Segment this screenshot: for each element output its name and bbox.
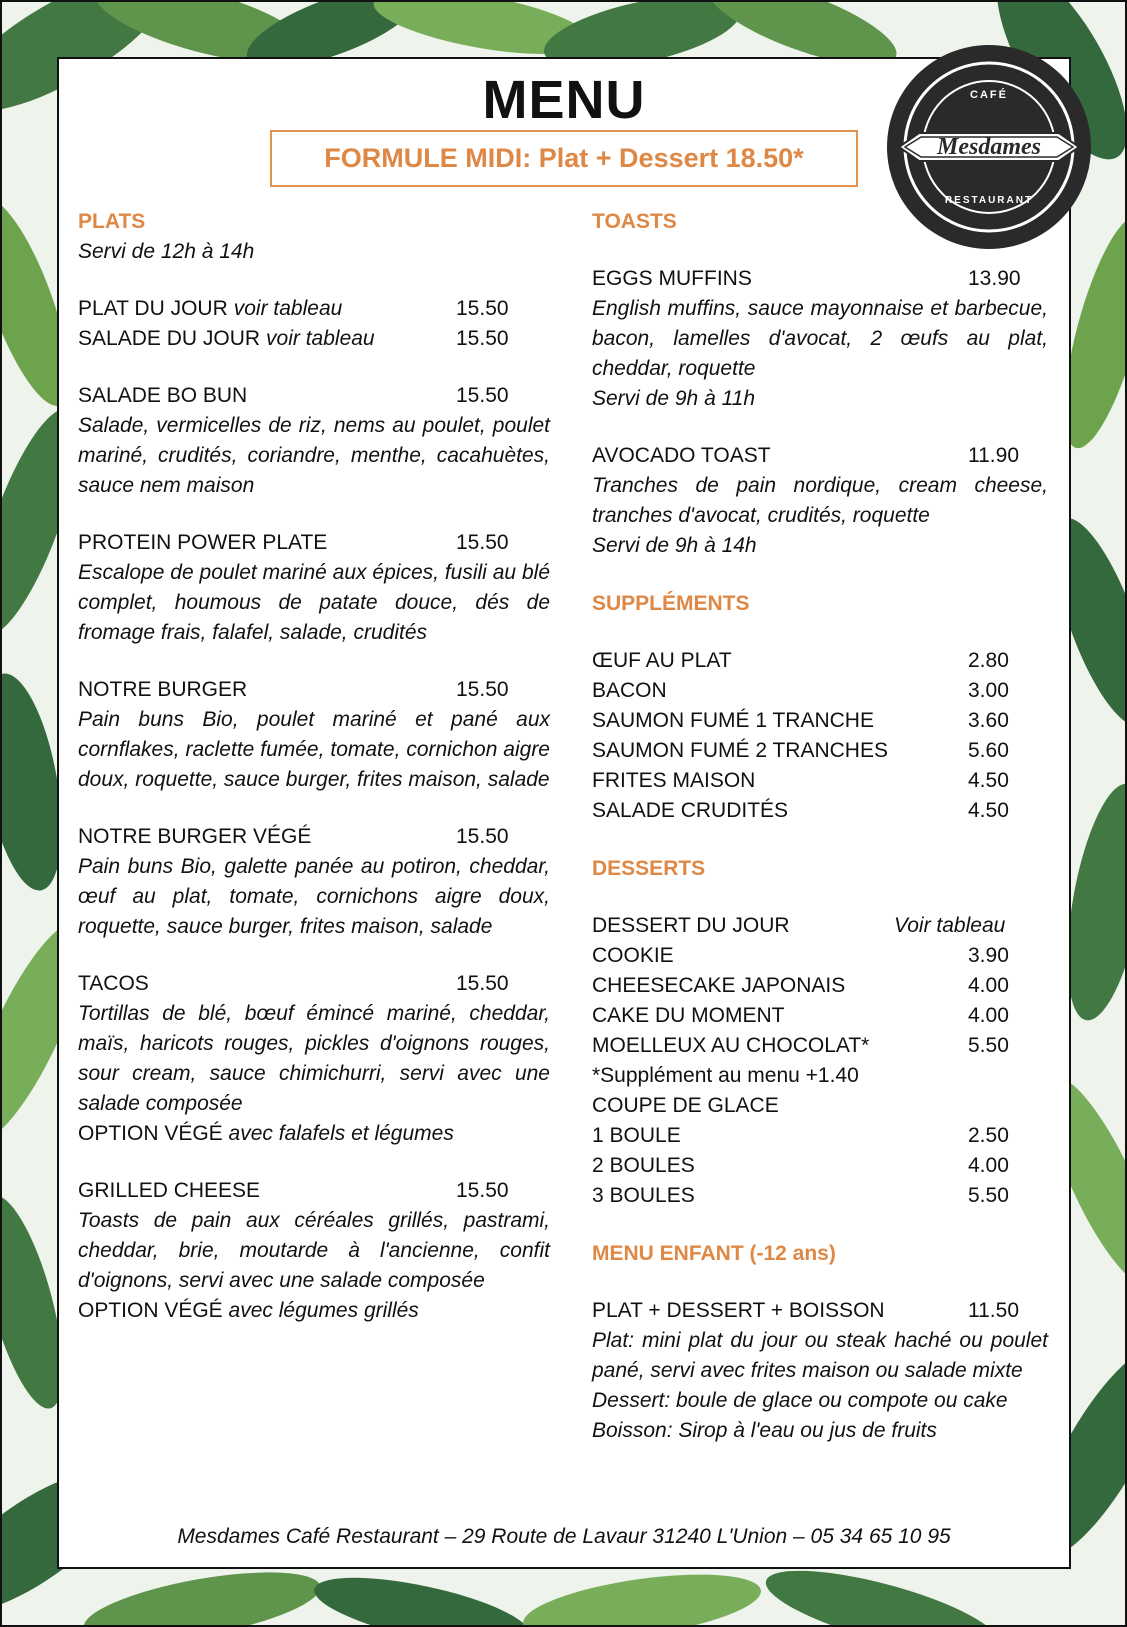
menu-item: PROTEIN POWER PLATE 15.50 [78,531,509,554]
dessert-item: CHEESECAKE JAPONAIS 4.00 [592,974,1009,997]
menu-item: SALADE DU JOUR voir tableau 15.50 [78,327,509,350]
logo-top-text: CAFÉ [970,89,1008,101]
item-description: Tortillas de blé, bœuf émincé mariné, cheddar, maïs, haricots rouges, pickles d'oignons rouges, sour cream, sauce chimichurri, servi avec une salade composée [78,1002,550,1115]
section-title-plats: PLATS [78,210,146,233]
section-title-enfant: MENU ENFANT (-12 ans) [592,1242,836,1265]
item-description: English muffins, sauce mayonnaise et barbecue, bacon, lamelles d'avocat, 2 œufs au plat, cheddar, roquette [592,297,1048,380]
item-description: Salade, vermicelles de riz, nems au poulet, poulet mariné, crudités, coriandre, menthe, cacahuètes, sauce nem maison [78,414,550,497]
dessert-item: DESSERT DU JOUR Voir tableau [592,914,1006,937]
menu-item: NOTRE BURGER 15.50 [78,678,509,701]
option-vege: OPTION VÉGÉ avec falafels et légumes [78,1122,454,1145]
menu-item: GRILLED CHEESE 15.50 [78,1179,509,1202]
item-description: Pain buns Bio, poulet mariné et pané aux cornflakes, raclette fumée, tomate, cornichon aigre doux, roquette, sauce burger, frites maison, salade [78,708,550,791]
item-description: Tranches de pain nordique, cream cheese, tranches d'avocat, crudités, roquette [592,474,1048,527]
section-title-desserts: DESSERTS [592,857,706,880]
enfant-plat: Plat: mini plat du jour ou steak haché ou poulet pané, servi avec frites maison ou salade mixte [592,1329,1048,1382]
menu-item: PLAT DU JOUR voir tableau 15.50 [78,297,509,320]
logo-bottom-text: RESTAURANT [944,195,1034,206]
dessert-item: CAKE DU MOMENT 4.00 [592,1004,1009,1027]
menu-title: MENU [482,70,646,130]
menu-item: SALADE BO BUN 15.50 [78,384,509,407]
supplement-item: FRITES MAISON 4.50 [592,769,1009,792]
plats-hours: Servi de 12h à 14h [78,240,255,263]
supplement-item: SALADE CRUDITÉS 4.50 [592,799,1009,822]
glace-item: 3 BOULES 5.50 [592,1184,1009,1207]
glace-item: 2 BOULES 4.00 [592,1154,1009,1177]
dessert-item: MOELLEUX AU CHOCOLAT* 5.50 [592,1034,1009,1057]
glace-title: COUPE DE GLACE [592,1094,779,1117]
item-description: Escalope de poulet mariné aux épices, fusili au blé complet, houmous de patate douce, dés de fromage frais, falafel, salade, crudités [78,561,550,644]
item-description: Toasts de pain aux céréales grillés, pastrami, cheddar, brie, moutarde à l'ancienne, confit d'oignons, servi avec une salade composée [78,1209,550,1292]
enfant-dessert: Dessert: boule de glace ou compote ou cake [592,1389,1008,1412]
supplement-item: BACON 3.00 [592,679,1009,702]
menu-item: AVOCADO TOAST 11.90 [592,444,1019,467]
menu-item: TACOS 15.50 [78,972,509,995]
logo-name: Mesdames [937,134,1041,160]
item-description: Pain buns Bio, galette panée au potiron, cheddar, œuf au plat, tomate, cornichons aigre doux, roquette, sauce burger, frites maison, salade [78,855,550,938]
glace-item: 1 BOULE 2.50 [592,1124,1009,1147]
enfant-boisson: Boisson: Sirop à l'eau ou jus de fruits [592,1419,937,1442]
formule-midi-banner: FORMULE MIDI: Plat + Dessert 18.50* [270,130,858,187]
item-hours: Servi de 9h à 14h [592,534,757,557]
section-title-supplements: SUPPLÉMENTS [592,592,750,615]
right-column [592,207,1048,1446]
menu-item: NOTRE BURGER VÉGÉ 15.50 [78,825,509,848]
left-column [78,207,550,1326]
supplement-note: *Supplément au menu +1.40 [592,1064,859,1087]
supplement-item: SAUMON FUMÉ 1 TRANCHE 3.60 [592,709,1009,732]
item-hours: Servi de 9h à 11h [592,387,756,410]
enfant-item: PLAT + DESSERT + BOISSON 11.50 [592,1299,1019,1322]
section-title-toasts: TOASTS [592,210,677,233]
dessert-item: COOKIE 3.90 [592,944,1009,967]
supplement-item: ŒUF AU PLAT 2.80 [592,649,1009,672]
option-vege: OPTION VÉGÉ avec légumes grillés [78,1299,419,1322]
menu-item: EGGS MUFFINS 13.90 [592,267,1021,290]
menu-sheet [57,57,1071,1569]
supplement-item: SAUMON FUMÉ 2 TRANCHES 5.60 [592,739,1009,762]
footer-address: Mesdames Café Restaurant – 29 Route de Lavaur 31240 L'Union – 05 34 65 10 95 [177,1525,951,1548]
